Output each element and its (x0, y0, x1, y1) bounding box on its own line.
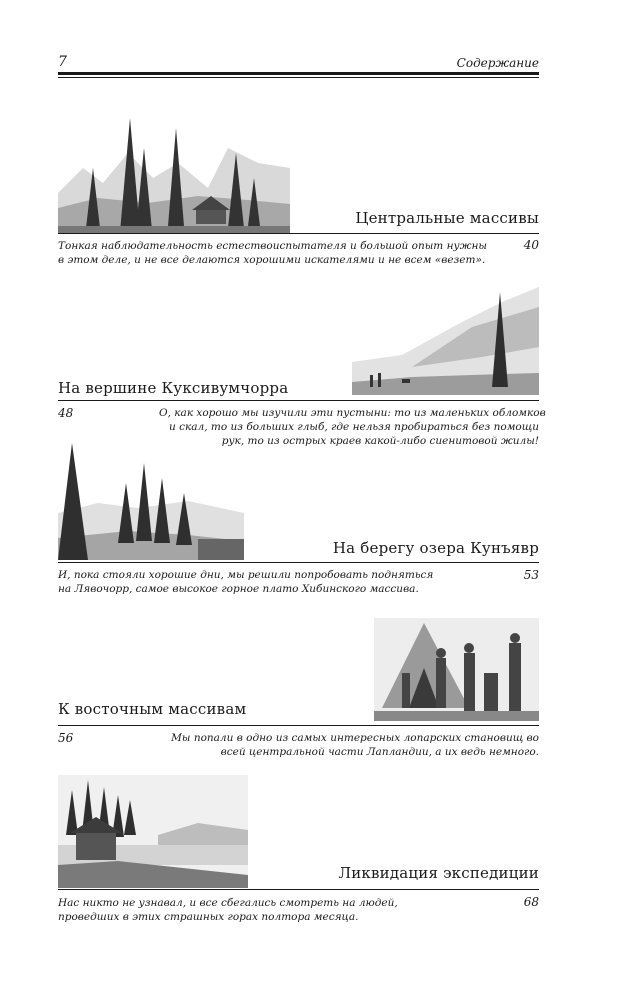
chapter-page: 40 (523, 238, 539, 252)
page-number: 7 (58, 54, 67, 70)
mountain-slope-engraving (352, 287, 539, 395)
chapter-title: На вершине Куксивумчорра (58, 379, 289, 397)
chapter-title: Центральные массивы (355, 209, 539, 227)
lakeshore-cabin-engraving (58, 775, 248, 888)
chapter-summary: И, пока стояли хорошие дни, мы решили попробовать подняться на Лявочорр, самое высокое горное плато Хибинского массива. (58, 569, 434, 595)
header-rule-thick (58, 72, 539, 75)
chapter-summary: О, как хорошо мы изучили эти пустыни: то из маленьких обломков и скал, то из больших глыб, где нельзя пробираться без помощи рук, то из острых краев какой-либо сиенитовой жилы! (159, 407, 546, 447)
chapter-rule (58, 233, 539, 234)
chapter-summary: Нас никто не узнавал, и все сбегались смотреть на людей, проведших в этих страшных горах полтора месяца. (58, 897, 398, 923)
forest-mountain-engraving (58, 108, 290, 234)
lakeside-forest-engraving (58, 443, 244, 560)
chapter-page: 68 (523, 895, 539, 909)
chapter-page: 53 (523, 568, 539, 582)
chapter-title: На берегу озера Кунъявр (332, 539, 539, 557)
header-rule-thin (58, 77, 539, 78)
chapter-page: 48 (58, 406, 74, 420)
running-header: Содержание (456, 56, 539, 70)
chapter-rule (58, 889, 539, 890)
chapter-rule (58, 400, 539, 401)
chapter-summary: Мы попали в одно из самых интересных лопарских становищ во всей центральной части Лапландии, а их ведь немного. (171, 732, 539, 758)
chapter-title: К восточным массивам (58, 700, 247, 718)
chapter-rule (58, 562, 539, 563)
chapter-title: Ликвидация экспедиции (338, 864, 539, 882)
chapter-rule (58, 725, 539, 726)
chapter-summary: Тонкая наблюдательность естествоиспытателя и большой опыт нужны в этом деле, и не все делаются хорошими искателями и не всем «везет». (58, 240, 487, 266)
chapter-page: 56 (58, 731, 74, 745)
lapp-camp-engraving (374, 618, 539, 721)
